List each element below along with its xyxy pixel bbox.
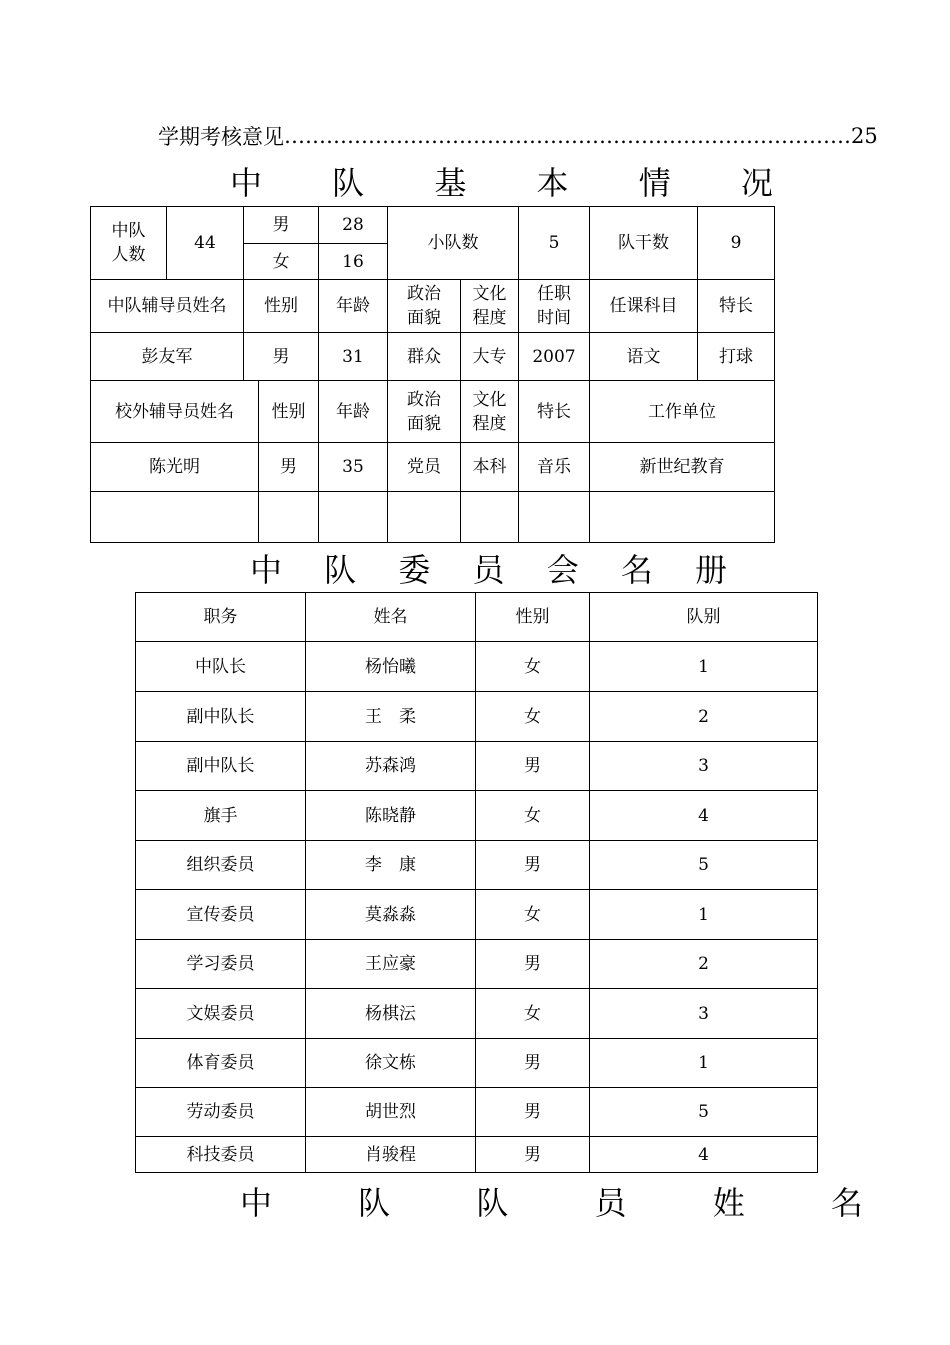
toc-page-number: 25 [851,124,878,148]
table-header-cell: 性别 [259,381,319,443]
table-cell: 31 [319,333,388,381]
table-header-cell: 中队辅导员姓名 [91,280,244,333]
table-header-cell: 校外辅导员姓名 [91,381,259,443]
table-cell: 胡世烈 [306,1088,476,1137]
table-header-cell: 政治面貌 [388,381,461,443]
table-header-cell: 工作单位 [590,381,775,443]
table-header-cell: 特长 [698,280,775,333]
table-cell: 李 康 [306,841,476,890]
table-cell: 男 [476,841,590,890]
table-row [91,207,775,244]
table-cell: 徐文栋 [306,1039,476,1088]
table-row [136,742,818,791]
members-value: 44 [167,207,244,280]
table-row [136,1039,818,1088]
table-cell: 肖骏程 [306,1137,476,1173]
table-cell: 杨棋沄 [306,989,476,1039]
male-value: 28 [319,207,388,244]
table-cell: 男 [476,940,590,989]
table-cell: 3 [590,989,818,1039]
table-cell: 党员 [388,443,461,492]
table-cell: 4 [590,1137,818,1173]
table-header-cell: 队别 [590,593,818,642]
table-cell: 陈光明 [91,443,259,492]
table-cell: 4 [590,791,818,841]
toc-leader-dots: ……………………………………………………………………… [284,124,851,148]
table-cell: 1 [590,642,818,692]
table-cell: 莫淼淼 [306,890,476,940]
table-cell-empty [319,492,388,543]
table-cell: 大专 [461,333,519,381]
female-label: 女 [244,244,319,280]
table-cell: 旗手 [136,791,306,841]
female-value: 16 [319,244,388,280]
table-row [136,1088,818,1137]
table-cell: 杨怡曦 [306,642,476,692]
table-cell-empty [590,492,775,543]
toc-label: 学期考核意见 [158,125,284,149]
table-header-cell: 姓名 [306,593,476,642]
table-row [91,280,775,333]
table-cell: 体育委员 [136,1039,306,1088]
table-header-cell: 职务 [136,593,306,642]
table-header-cell: 性别 [244,280,319,333]
table-header-cell: 政治面貌 [388,280,461,333]
table-row [136,890,818,940]
table-cell: 男 [476,742,590,791]
table-row [136,841,818,890]
table-row [136,989,818,1039]
table-cell: 苏森鸿 [306,742,476,791]
table-cell: 语文 [590,333,698,381]
table-cell: 35 [319,443,388,492]
table-cell: 2 [590,940,818,989]
table-cell: 劳动委员 [136,1088,306,1137]
table-cell: 学习委员 [136,940,306,989]
committee-table [135,592,818,1173]
toc-entry [158,120,878,152]
table-cell: 男 [244,333,319,381]
table-cell: 副中队长 [136,742,306,791]
table-cell: 3 [590,742,818,791]
table-cell: 打球 [698,333,775,381]
table-header-cell: 文化程度 [461,280,519,333]
squads-label: 小队数 [388,207,519,280]
table-header-cell: 文化程度 [461,381,519,443]
table-cell: 陈晓静 [306,791,476,841]
table-cell-empty [461,492,519,543]
table-cell: 王应豪 [306,940,476,989]
section-title-members: 中 队 队 员 姓 名 [240,1184,901,1222]
table-cell: 宣传委员 [136,890,306,940]
table-cell: 1 [590,1039,818,1088]
table-cell: 1 [590,890,818,940]
table-cell: 文娱委员 [136,989,306,1039]
table-header-cell: 任课科目 [590,280,698,333]
table-cell: 女 [476,890,590,940]
table-header-cell: 年龄 [319,280,388,333]
table-cell: 组织委员 [136,841,306,890]
table-row [136,1137,818,1173]
table-row [91,443,775,492]
cadres-label: 队干数 [590,207,698,280]
cadres-value: 9 [698,207,775,280]
table-row [136,692,818,742]
table-header-cell: 性别 [476,593,590,642]
table-cell: 王 柔 [306,692,476,742]
section-title-committee: 中 队 委 员 会 名 册 [250,551,744,589]
table-cell: 5 [590,1088,818,1137]
table-cell: 科技委员 [136,1137,306,1173]
table-cell: 男 [476,1039,590,1088]
table-cell: 男 [476,1137,590,1173]
table-cell: 副中队长 [136,692,306,742]
table-cell-empty [91,492,259,543]
table-cell: 中队长 [136,642,306,692]
table-cell: 新世纪教育 [590,443,775,492]
table-cell: 女 [476,989,590,1039]
table-row [91,333,775,381]
squads-value: 5 [519,207,590,280]
table-cell: 男 [259,443,319,492]
table-cell: 男 [476,1088,590,1137]
table-row-empty [91,492,775,543]
table-row [136,642,818,692]
table-cell: 女 [476,692,590,742]
table-header-cell: 任职时间 [519,280,590,333]
table-cell: 5 [590,841,818,890]
table-cell: 2007 [519,333,590,381]
male-label: 男 [244,207,319,244]
table-cell: 女 [476,642,590,692]
table-cell: 音乐 [519,443,590,492]
table-cell: 2 [590,692,818,742]
table-row [136,791,818,841]
table-header-cell: 年龄 [319,381,388,443]
table-header-cell: 特长 [519,381,590,443]
table-header-row [136,593,818,642]
section-title-basic-info: 中 队 基 本 情 况 [230,164,803,202]
table-cell-empty [388,492,461,543]
table-cell-empty [259,492,319,543]
table-row [136,940,818,989]
table-cell: 本科 [461,443,519,492]
table-cell: 群众 [388,333,461,381]
members-label: 中队人数 [91,207,167,280]
table-row [91,381,775,443]
table-cell: 彭友军 [91,333,244,381]
basic-info-table [90,206,775,543]
table-cell-empty [519,492,590,543]
table-cell: 女 [476,791,590,841]
